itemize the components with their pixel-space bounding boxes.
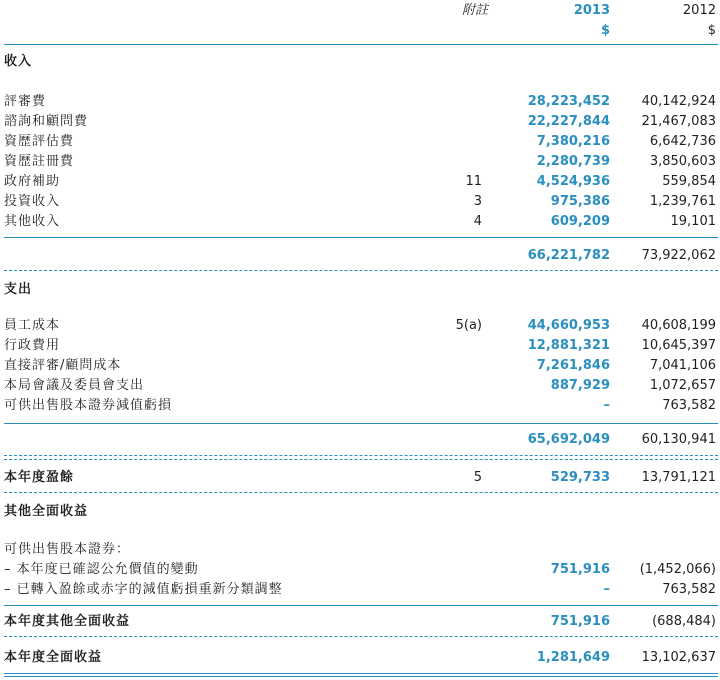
row-label: 諮詢和顧問費 — [4, 114, 89, 129]
row-value-2012: 7,041,106 — [649, 358, 716, 373]
oci-total-label: 本年度其他全面收益 — [4, 614, 131, 629]
table-row — [0, 356, 720, 376]
oci-subtitle-row — [0, 540, 720, 560]
surplus-row — [0, 468, 720, 488]
row-label: 投資收入 — [4, 194, 61, 209]
oci-section-title: 其他全面收益 — [4, 504, 89, 519]
row-label: 可供出售股本證券減值虧損 — [4, 398, 173, 413]
row-label: 直接評審/顧問成本 — [4, 358, 122, 373]
row-value-2013: 4,524,936 — [536, 174, 610, 189]
row-note: 3 — [473, 194, 482, 209]
row-value-2013: 887,929 — [550, 378, 610, 393]
expenditure-total-2013: 65,692,049 — [527, 432, 610, 447]
row-value-2013: 28,223,452 — [527, 94, 610, 109]
expenditure-subtotal-divider — [4, 423, 718, 424]
row-label: 資歷註冊費 — [4, 154, 75, 169]
oci-total-dashed-divider — [4, 636, 718, 637]
row-value-2012: 763,582 — [662, 582, 716, 597]
oci-subtotal-divider — [4, 605, 718, 606]
row-value-2012: 21,467,083 — [641, 114, 716, 129]
income-total-dashed-divider — [4, 270, 718, 271]
row-value-2013: 975,386 — [550, 194, 610, 209]
expenditure-total-2012: 60,130,941 — [641, 432, 716, 447]
table-row — [0, 580, 720, 600]
row-value-2013: – — [603, 398, 610, 413]
income-total-row — [0, 246, 720, 266]
row-value-2013: 44,660,953 — [527, 318, 610, 333]
expenditure-section-title: 支出 — [4, 282, 33, 297]
table-row — [0, 316, 720, 336]
row-value-2012: (1,452,066) — [639, 562, 716, 577]
surplus-label: 本年度盈餘 — [4, 470, 75, 485]
row-label: 行政費用 — [4, 338, 61, 353]
total-comprehensive-2013: 1,281,649 — [536, 650, 610, 665]
oci-total-row — [0, 612, 720, 632]
year-2013-header: 2013 — [573, 3, 610, 18]
row-label: 本局會議及委員會支出 — [4, 378, 145, 393]
currency-2012-header: $ — [707, 23, 716, 38]
table-row — [0, 560, 720, 580]
oci-subtitle: 可供出售股本證券： — [4, 542, 131, 557]
table-row — [0, 376, 720, 396]
row-value-2012: 40,142,924 — [641, 94, 716, 109]
row-value-2012: 40,608,199 — [641, 318, 716, 333]
expenditure-total-row — [0, 430, 720, 450]
row-value-2013: 2,280,739 — [536, 154, 610, 169]
table-row — [0, 212, 720, 232]
expenditure-total-dashed-divider-2 — [4, 459, 718, 460]
row-label: 資歷評估費 — [4, 134, 75, 149]
surplus-2013: 529,733 — [550, 470, 610, 485]
table-row — [0, 172, 720, 192]
row-value-2013: 751,916 — [550, 562, 610, 577]
row-label: 評審費 — [4, 94, 47, 109]
row-value-2012: 1,072,657 — [649, 378, 716, 393]
row-label: 其他收入 — [4, 214, 61, 229]
total-comprehensive-row — [0, 648, 720, 668]
final-double-rule-bottom — [4, 676, 718, 677]
table-row — [0, 192, 720, 212]
header-divider — [4, 44, 718, 45]
row-value-2013: – — [603, 582, 610, 597]
table-row — [0, 336, 720, 356]
table-row — [0, 396, 720, 416]
row-label: 員工成本 — [4, 318, 61, 333]
table-row — [0, 112, 720, 132]
income-total-2013: 66,221,782 — [527, 248, 610, 263]
oci-total-2013: 751,916 — [550, 614, 610, 629]
total-comprehensive-label: 本年度全面收益 — [4, 650, 103, 665]
income-section-title: 收入 — [4, 54, 33, 69]
row-value-2012: 763,582 — [662, 398, 716, 413]
table-row — [0, 152, 720, 172]
row-value-2013: 7,261,846 — [536, 358, 610, 373]
year-2012-header: 2012 — [682, 3, 716, 18]
row-value-2012: 1,239,761 — [649, 194, 716, 209]
final-double-rule-top — [4, 673, 718, 674]
income-subtotal-divider — [4, 237, 718, 238]
income-total-2012: 73,922,062 — [641, 248, 716, 263]
surplus-2012: 13,791,121 — [641, 470, 716, 485]
row-value-2013: 12,881,321 — [527, 338, 610, 353]
surplus-note: 5 — [473, 470, 482, 485]
surplus-dashed-divider — [4, 492, 718, 493]
expenditure-total-dashed-divider — [4, 455, 718, 456]
row-value-2012: 19,101 — [670, 214, 716, 229]
row-note: 11 — [465, 174, 482, 189]
row-label: – 本年度已確認公允價值的變動 — [4, 562, 199, 577]
table-row — [0, 132, 720, 152]
table-row — [0, 92, 720, 112]
row-label: 政府補助 — [4, 174, 61, 189]
row-value-2012: 3,850,603 — [649, 154, 716, 169]
row-value-2012: 10,645,397 — [641, 338, 716, 353]
row-label: – 已轉入盈餘或赤字的減值虧損重新分類調整 — [4, 582, 283, 597]
currency-2013-header: $ — [600, 23, 610, 38]
row-value-2013: 7,380,216 — [536, 134, 610, 149]
row-value-2012: 6,642,736 — [649, 134, 716, 149]
row-value-2012: 559,854 — [662, 174, 716, 189]
row-note: 5(a) — [455, 318, 482, 333]
row-value-2013: 609,209 — [550, 214, 610, 229]
row-note: 4 — [473, 214, 482, 229]
row-value-2013: 22,227,844 — [527, 114, 610, 129]
oci-total-2012: (688,484) — [652, 614, 716, 629]
total-comprehensive-2012: 13,102,637 — [641, 650, 716, 665]
note-column-header: 附註 — [461, 3, 488, 18]
